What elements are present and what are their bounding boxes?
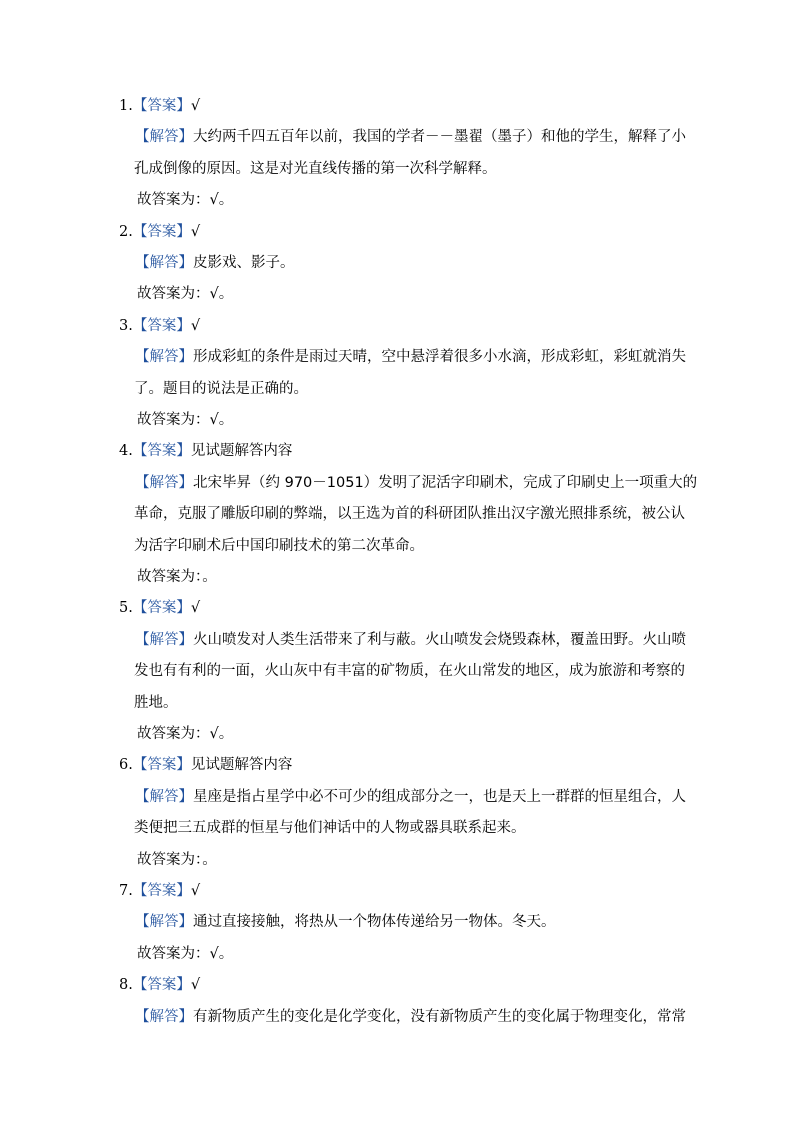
answer-value: √	[190, 98, 201, 114]
conclusion-line: 故答案为：√。	[137, 726, 234, 742]
solution-text: 为活字印刷术后中国印刷技术的第二次革命。	[134, 537, 424, 554]
solution-line	[134, 818, 526, 838]
conclusion-line: 故答案为：√。	[137, 945, 234, 962]
answer-line	[119, 96, 200, 116]
solution-line	[134, 693, 178, 713]
conclusion-line: 故答案为：√。	[137, 412, 234, 428]
solution-tag: 【解答】	[135, 788, 193, 805]
solution-line	[134, 661, 685, 681]
solution-tag: 【解答】	[135, 255, 193, 271]
answer-value: 见试题解答内容	[190, 757, 293, 774]
item-number: 3.	[119, 317, 133, 334]
solution-line	[135, 630, 686, 650]
item-number: 8.	[119, 977, 133, 994]
solution-line	[135, 787, 686, 807]
solution-line	[135, 473, 697, 493]
conclusion-line: 故答案为：√。	[137, 192, 234, 209]
solution-line	[134, 379, 308, 399]
answer-value: √	[190, 223, 201, 240]
answer-value: √	[190, 883, 201, 899]
answer-line	[119, 222, 200, 242]
answer-value: 见试题解答内容	[190, 443, 293, 460]
item-number: 6.	[119, 757, 133, 774]
answer-value: √	[190, 317, 201, 334]
answer-line	[119, 316, 200, 336]
solution-text: 火山喷发对人类生活带来了利与蔽。火山喷发会烧毁森林，覆盖田野。火山喷	[193, 631, 686, 648]
solution-line	[135, 127, 686, 147]
item-number: 5.	[119, 600, 133, 617]
solution-line	[135, 347, 686, 367]
answer-line	[119, 441, 292, 461]
solution-line	[135, 253, 295, 273]
solution-tag: 【解答】	[135, 349, 193, 366]
answer-tag: 【答案】	[132, 443, 191, 460]
solution-text: 北宋毕昇（约 970－1051）发明了泥活字印刷术，完成了印刷史上一项重大的	[193, 474, 698, 491]
item-number: 4.	[119, 443, 133, 460]
answer-line	[119, 598, 200, 618]
answer-tag: 【答案】	[132, 977, 191, 994]
solution-text: 大约两千四五百年以前，我国的学者－－墨翟（墨子）和他的学生，解释了小	[193, 129, 686, 146]
solution-text: 孔成倒像的原因。这是对光直线传播的第一次科学解释。	[134, 160, 497, 177]
item-number: 1.	[119, 98, 133, 114]
solution-line	[134, 536, 424, 556]
solution-text: 星座是指占星学中必不可少的组成部分之一，也是天上一群群的恒星组合，人	[193, 788, 686, 805]
answer-line	[119, 975, 200, 995]
solution-text: 发也有有利的一面，火山灰中有丰富的矿物质，在火山常发的地区，成为旅游和考察的	[134, 663, 685, 680]
solution-text: 类便把三五成群的恒星与他们神话中的人物或器具联系起来。	[134, 820, 526, 837]
answer-tag: 【答案】	[132, 600, 191, 617]
solution-tag: 【解答】	[135, 631, 193, 648]
solution-text: 皮影戏、影子。	[193, 255, 295, 271]
solution-tag: 【解答】	[135, 914, 193, 931]
conclusion-line: 故答案为：。	[137, 569, 217, 585]
answer-tag: 【答案】	[132, 757, 191, 774]
solution-line	[134, 504, 685, 524]
solution-line	[134, 159, 497, 179]
solution-text: 有新物质产生的变化是化学变化，没有新物质产生的变化属于物理变化，常常	[193, 1008, 686, 1025]
solution-text: 胜地。	[134, 694, 178, 711]
solution-line	[135, 912, 556, 932]
solution-text: 通过直接接触，将热从一个物体传递给另一物体。冬天。	[193, 914, 556, 931]
solution-tag: 【解答】	[135, 1008, 193, 1025]
solution-tag: 【解答】	[135, 129, 193, 146]
answer-tag: 【答案】	[132, 223, 191, 240]
answer-tag: 【答案】	[132, 317, 191, 334]
answer-line	[119, 881, 200, 901]
item-number: 2.	[119, 223, 133, 240]
solution-text: 了。题目的说法是正确的。	[134, 380, 308, 397]
solution-line	[135, 1007, 686, 1027]
solution-tag: 【解答】	[135, 474, 193, 491]
item-number: 7.	[119, 883, 133, 899]
answer-tag: 【答案】	[132, 98, 191, 114]
solution-text: 形成彩虹的条件是雨过天晴，空中悬浮着很多小水滴，形成彩虹，彩虹就消失	[193, 349, 686, 366]
conclusion-line: 故答案为：。	[137, 851, 217, 868]
answer-tag: 【答案】	[132, 883, 191, 899]
answer-line	[119, 755, 292, 775]
answer-value: √	[190, 977, 201, 994]
solution-text: 革命，克服了雕版印刷的弊端，以王选为首的科研团队推出汉字激光照排系统，被公认	[134, 506, 685, 523]
conclusion-line: 故答案为：√。	[137, 286, 234, 303]
answer-value: √	[190, 600, 201, 617]
